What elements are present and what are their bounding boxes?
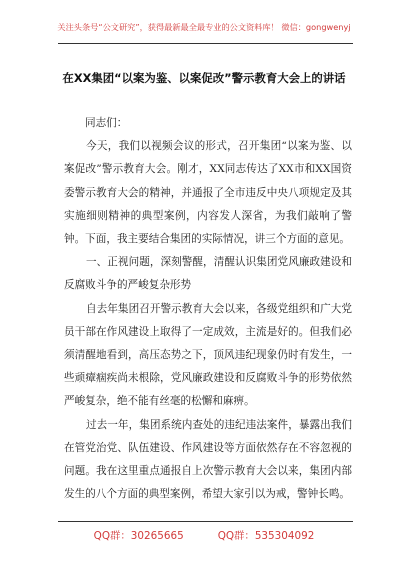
header-divider (58, 43, 353, 44)
footer-divider (58, 521, 353, 522)
salutation: 同志们： (85, 117, 128, 129)
paragraph-situation: 自去年集团召开警示教育大会以来，各级党组织和广大党员干部在作风建设上取得了一定成效，主流是好的。但我们必须清醒地看到，高压态势之下，顶风违纪现象仍时有发生，一些顽瘴痼疾尚未根除，党风廉政建设和反腐败斗争的形势依然严峻复杂，绝不能有丝毫的松懈和麻痹。 (64, 302, 352, 408)
document-body (64, 112, 352, 506)
paragraph-cases: 过去一年，集团系统内查处的违纪违法案件，暴露出我们在管党治党、队伍建设、作风建设等方面依然存在不容忽视的问题。我在这里重点通报自上次警示教育大会以来，集团内部发生的八个方面的典型案例，希望大家引以为戒，警钟长鸣。 (64, 418, 352, 501)
footer-qq-group-1: QQ群：30265665 (93, 530, 184, 542)
paragraph-intro: 今天，我们以视频会议的形式，召开集团“以案为鉴、以案促改”警示教育大会。刚才，XX同志传达了XX市和XX国资委警示教育大会的精神，并通报了全市违反中央八项规定及其实施细则精神的典型案例，内容发人深省，为我们敲响了警钟。下面，我主要结合集团的实际情况，讲三个方面的意见。 (64, 140, 352, 246)
document-title: 在XX集团“以案为鉴、以案促改”警示教育大会上的讲话 (62, 71, 346, 85)
section-heading-1: 一、正视问题，深刻警醒，清醒认识集团党风廉政建设和反腐败斗争的严峻复杂形势 (64, 256, 352, 292)
footer-qq-group-2: QQ群：535304092 (217, 530, 315, 542)
footer-contacts (0, 527, 408, 542)
header-banner: 关注头条号“公文研究”，获得最新最全最专业的公文资料库！ 微信：gongwenyj (57, 22, 351, 32)
